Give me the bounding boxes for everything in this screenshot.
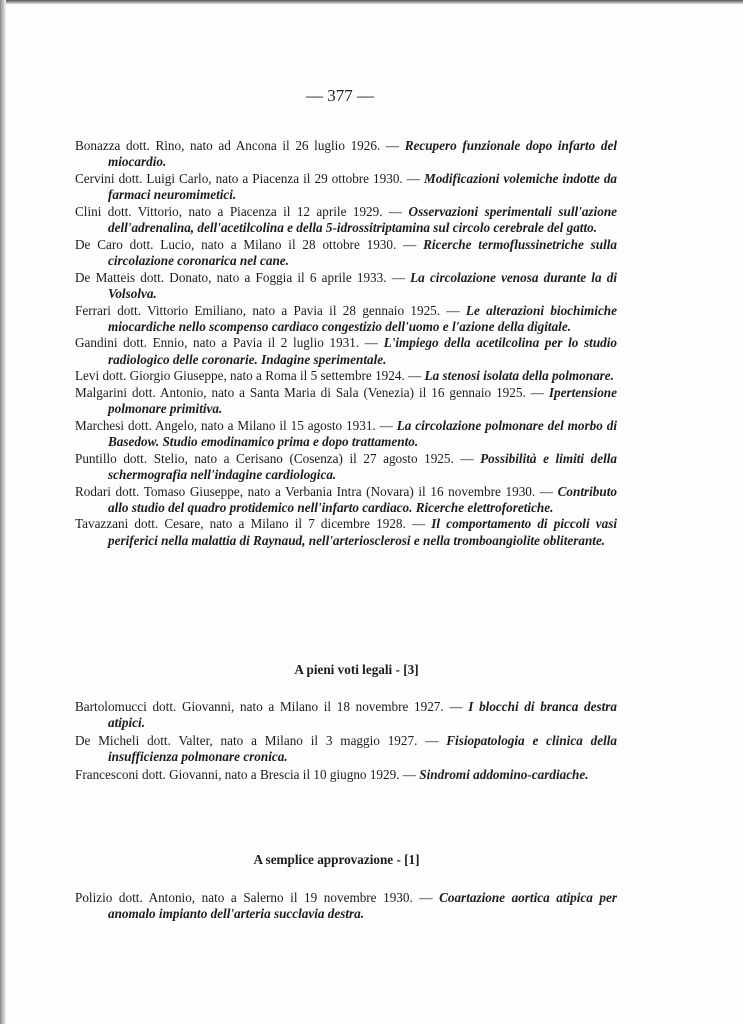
entry-thesis-title: Fisiopatologia e clinica della insufficienza polmonare cronica. <box>108 732 617 765</box>
scan-edge-top <box>0 0 743 4</box>
entry <box>75 699 617 732</box>
entry-author: Polizio dott. Antonio, nato a Salerno il 19 novembre 1930. — <box>75 890 433 905</box>
entry <box>75 890 617 923</box>
entry <box>75 303 617 336</box>
page-number: — 377 — <box>306 86 374 105</box>
entry-author: Puntillo dott. Stelio, nato a Cerisano (Cosenza) il 27 agosto 1925. — <box>75 450 474 466</box>
entry-author: Bartolomucci dott. Giovanni, nato a Milano il 18 novembre 1927. — <box>75 699 463 714</box>
entry-author: Clini dott. Vittorio, nato a Piacenza il 12 aprile 1929. — <box>75 203 403 219</box>
entry-thesis-title: La circolazione venosa durante la di Volsolva. <box>108 269 618 302</box>
entry-thesis-title: Osservazioni sperimentali sull'azione dell'adrenalina, dell'acetilcolina e della 5-idrossitriptamina sul circolo cerebrale del gatto. <box>108 203 618 236</box>
entry <box>75 237 617 270</box>
section-graduates <box>75 138 617 549</box>
entry <box>75 418 617 451</box>
entry-thesis-title: Il comportamento di piccoli vasi periferici nella malattia di Raynaud, nell'arteriosclerosi e nella tromboangiolite obliterante. <box>108 516 618 548</box>
entry-thesis-title: Possibilità e limiti della schermografia nell'indagine cardiologica. <box>108 450 617 483</box>
entry <box>75 204 617 237</box>
entry-author: Gandini dott. Ennio, nato a Pavia il 2 luglio 1931. — <box>75 335 378 351</box>
entry-thesis-title: Sindromi addomino-cardiache. <box>419 766 589 782</box>
entry-author: De Caro dott. Lucio, nato a Milano il 28 ottobre 1930. — <box>75 236 417 252</box>
entry-thesis-title: Contributo allo studio del quadro protidemico nell'infarto cardiaco. Ricerche elettroforetiche. <box>108 483 617 515</box>
entry <box>75 335 617 368</box>
section-semplice-approvazione <box>75 890 617 924</box>
entry-thesis-title: Ricerche termoflussinetriche sulla circolazione coronarica nel cane. <box>108 236 618 269</box>
entry <box>75 270 617 303</box>
entry <box>75 171 617 204</box>
entry-thesis-title: Le alterazioni biochimiche miocardiche nello scompenso cardiaco congestizio dell'uomo e l'azione della digitale. <box>108 302 617 334</box>
entry-thesis-title: Coartazione aortica atipica per anomalo impianto dell'arteria succlavia destra. <box>108 890 618 922</box>
entry-author: Malgarini dott. Antonio, nato a Santa Maria di Sala (Venezia) il 16 gennaio 1925. — <box>75 384 544 400</box>
entry-author: Marchesi dott. Angelo, nato a Milano il 15 agosto 1931. — <box>75 417 393 433</box>
entry <box>75 368 617 384</box>
entry-thesis-title: Recupero funzionale dopo infarto del miocardio. <box>108 138 617 170</box>
entry-author: Levi dott. Giorgio Giuseppe, nato a Roma il 5 settembre 1924. — <box>75 368 422 384</box>
entry <box>75 484 617 517</box>
entry-author: De Micheli dott. Valter, nato a Milano il 3 maggio 1927. — <box>75 732 439 748</box>
entry-thesis-title: La circolazione polmonare del morbo di Basedow. Studio emodinamico prima e dopo trattamento. <box>108 417 618 450</box>
section-pieni-voti <box>75 699 617 784</box>
entry <box>75 733 617 766</box>
entry-author: Tavazzani dott. Cesare, nato a Milano il 7 dicembre 1928. — <box>75 516 426 532</box>
heading-pieni-voti: A pieni voti legali - [3] <box>294 662 419 677</box>
entry-author: Ferrari dott. Vittorio Emiliano, nato a Pavia il 28 gennaio 1925. — <box>75 302 460 318</box>
scan-edge-left <box>0 0 6 1024</box>
entry-thesis-title: Ipertensione polmonare primitiva. <box>108 384 617 417</box>
entry <box>75 767 617 783</box>
entry-thesis-title: L'impiego della acetilcolina per lo studio radiologico delle coronarie. Indagine sperimentale. <box>108 335 617 367</box>
entry-author: Cervini dott. Luigi Carlo, nato a Piacenza il 29 ottobre 1930. — <box>75 170 420 186</box>
entry-author: Rodari dott. Tomaso Giuseppe, nato a Verbania Intra (Novara) il 16 novembre 1930. — <box>75 483 553 499</box>
entry-author: Bonazza dott. Rino, nato ad Ancona il 26 luglio 1926. — <box>75 138 400 153</box>
entry-thesis-title: Modificazioni volemiche indotte da farmaci neuromimetici. <box>108 170 618 203</box>
entry-thesis-title: La stenosi isolata della polmonare. <box>424 368 614 384</box>
entry <box>75 451 617 484</box>
entry <box>75 516 617 549</box>
entry-author: Francesconi dott. Giovanni, nato a Brescia il 10 giugno 1929. — <box>75 766 416 782</box>
entry <box>75 385 617 418</box>
entry-author: De Matteis dott. Donato, nato a Foggia il 6 aprile 1933. — <box>75 269 405 285</box>
entry-thesis-title: I blocchi di branca destra atipici. <box>108 699 617 731</box>
entry <box>75 138 617 171</box>
heading-semplice-approvazione: A semplice approvazione - [1] <box>253 852 420 867</box>
